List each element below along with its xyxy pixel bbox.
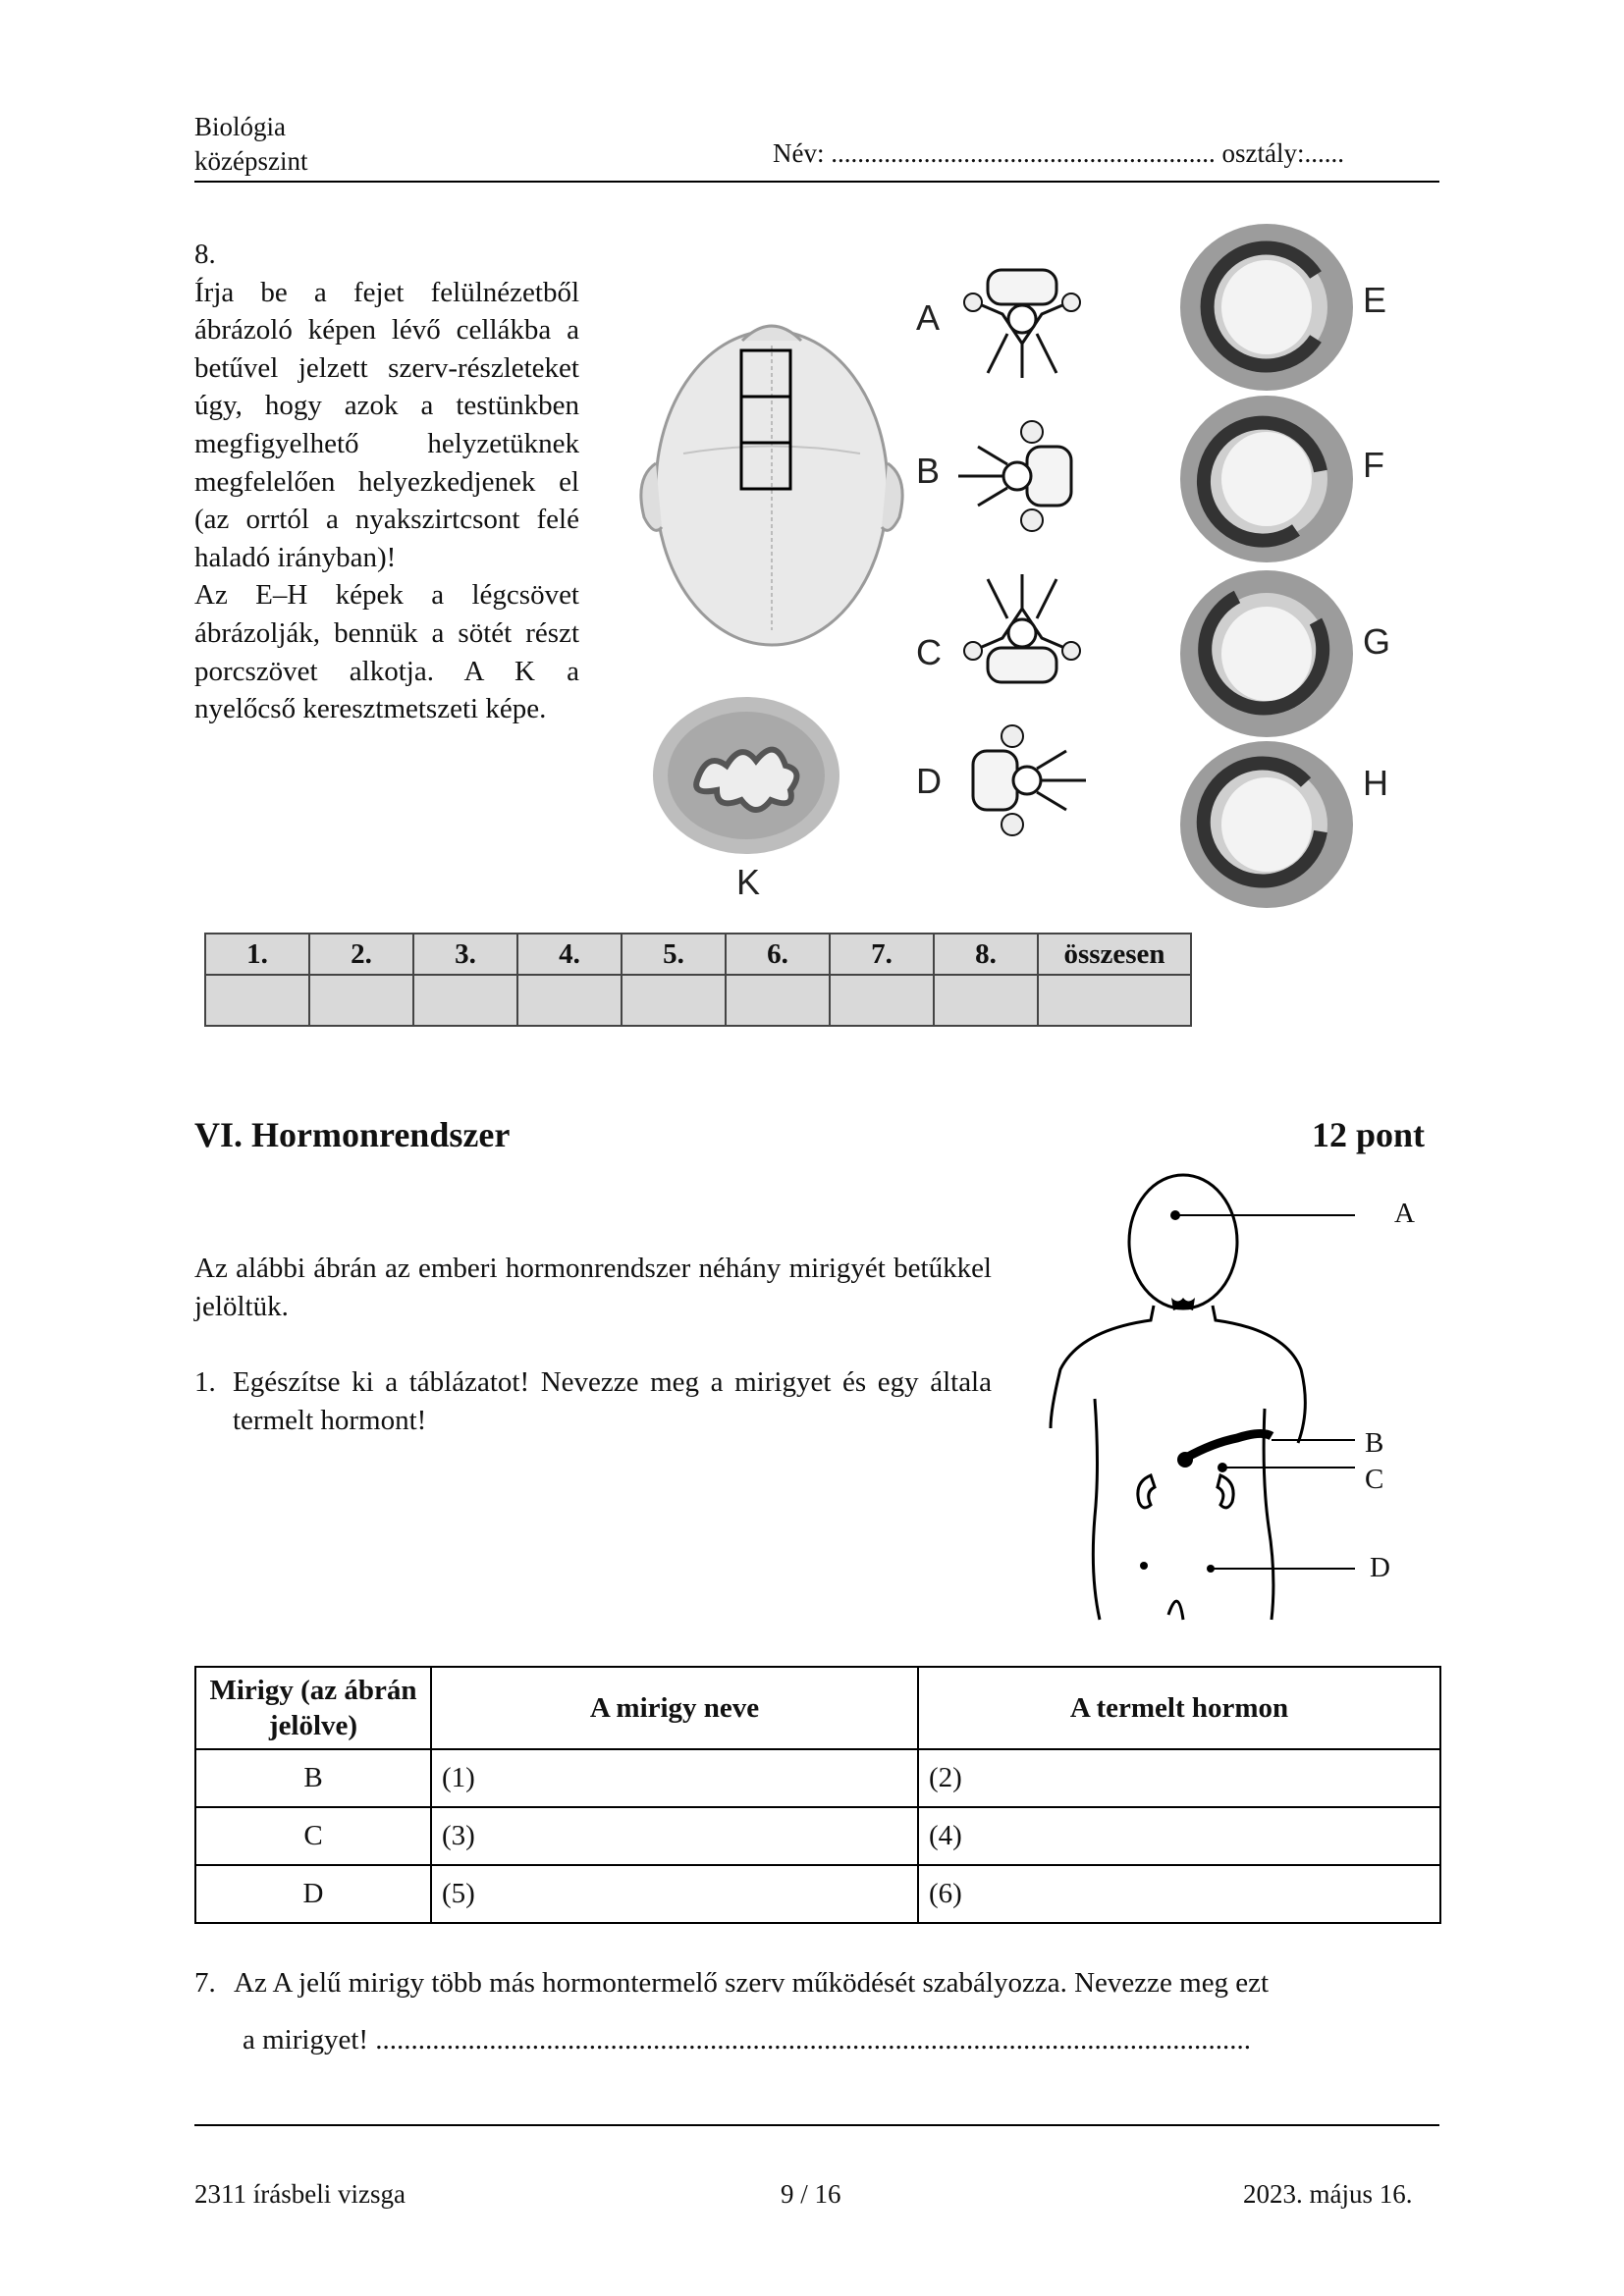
task-7-number: 7. [194,1967,216,1999]
gland-header-hormone: A termelt hormon [918,1667,1440,1749]
trachea-f-illustration [1178,393,1355,564]
score-cell[interactable] [622,975,726,1026]
header-name-field: Név: .......................................................... osztály:...... [773,138,1344,168]
footer-exam-code: 2311 írásbeli vizsga [194,2179,406,2209]
score-header: 7. [830,934,934,975]
label-k: K [736,862,761,902]
score-cell[interactable] [205,975,309,1026]
section-title: VI. Hormonrendszer [194,1115,511,1154]
gland-row [195,1749,1440,1807]
body-label-d: D [1370,1552,1390,1583]
score-table-header-row [205,934,1191,975]
trachea-h-illustration [1178,738,1355,910]
gland-header-name: A mirigy neve [431,1667,918,1749]
body-label-a: A [1394,1198,1415,1229]
esophagus-cross-section-illustration [648,692,844,859]
label-h: H [1363,763,1388,803]
question-8-text [194,236,579,728]
gland-name-field[interactable]: (1) [431,1749,918,1807]
task-1-text: Egészítse ki a táblázatot! Nevezze meg a mirigyet és egy általa termelt hormont! [233,1366,992,1436]
section-intro: Az alábbi ábrán az emberi hormonrendszer néhány mirigyét betűkkel jelöltük. [194,1253,992,1322]
score-cell[interactable] [413,975,517,1026]
score-header-total: összesen [1038,934,1191,975]
label-f: F [1363,445,1384,485]
vertebra-b-illustration [948,407,1096,545]
score-header: 4. [517,934,622,975]
score-table [204,933,1192,1027]
gland-hormone-field[interactable]: (2) [918,1749,1440,1807]
task-7-line-1: Az A jelű mirigy több más hormontermelő szerv működését szabályozza. Nevezze meg ezt [234,1967,1270,1999]
score-cell[interactable] [309,975,413,1026]
question-8-paragraph-1: Írja be a fejet felülnézetből ábrázoló képen lévő cellákba a betűvel jelzett szerv-részleteket úgy, hogy azok a testünkben megfigyelhető helyzetüknek megfelelően helyezkedjenek el (az orrtól a nyakszirtcsont felé haladó irányban)! [194,276,579,573]
score-cell-total[interactable] [1038,975,1191,1026]
score-table-input-row [205,975,1191,1026]
gland-hormone-field[interactable]: (6) [918,1865,1440,1923]
body-label-b: B [1365,1427,1384,1459]
gland-name-field[interactable]: (5) [431,1865,918,1923]
trachea-g-illustration [1178,567,1355,739]
header-subject: Biológia [194,112,286,141]
score-header: 1. [205,934,309,975]
gland-marker: C [195,1807,431,1865]
body-label-c: C [1365,1464,1384,1495]
vertebra-a-illustration [948,255,1096,383]
score-cell[interactable] [934,975,1038,1026]
footer-page-number: 9 / 16 [781,2179,841,2209]
header-level: középszint [194,146,308,176]
label-d: D [916,761,942,801]
score-cell[interactable] [726,975,830,1026]
gland-marker: D [195,1865,431,1923]
trachea-e-illustration [1178,221,1355,393]
gland-header-marker: Mirigy (az ábrán jelölve) [195,1667,431,1749]
label-c: C [916,632,942,672]
gland-row [195,1807,1440,1865]
score-header: 2. [309,934,413,975]
gland-table [194,1666,1441,1924]
task-1-number: 1. [194,1366,216,1398]
gland-name-field[interactable]: (3) [431,1807,918,1865]
score-header: 6. [726,934,830,975]
gland-table-header [195,1667,1440,1749]
score-header: 3. [413,934,517,975]
gland-hormone-field[interactable]: (4) [918,1807,1440,1865]
header-rule [194,181,1439,183]
label-e: E [1363,280,1387,320]
footer-date: 2023. május 16. [1243,2179,1413,2209]
vertebra-d-illustration [948,712,1096,849]
question-8-paragraph-2: Az E–H képek a légcsövet ábrázolják, bennük a sötét részt porcszövet alkotja. A K a nyelőcső keresztmetszeti képe. [194,579,579,725]
gland-row [195,1865,1440,1923]
head-top-view-illustration [624,306,919,669]
task-7-answer-line[interactable]: a mirigyet! ........................................................................................................................... [243,2024,1252,2056]
score-cell[interactable] [517,975,622,1026]
vertebra-c-illustration [948,564,1096,702]
label-g: G [1363,621,1391,662]
footer-rule [194,2124,1439,2126]
label-a: A [916,297,941,338]
gland-marker: B [195,1749,431,1807]
section-points: 12 pont [1312,1115,1426,1154]
score-header: 5. [622,934,726,975]
score-header: 8. [934,934,1038,975]
label-b: B [916,451,941,491]
score-cell[interactable] [830,975,934,1026]
question-8-number: 8. [194,239,216,270]
